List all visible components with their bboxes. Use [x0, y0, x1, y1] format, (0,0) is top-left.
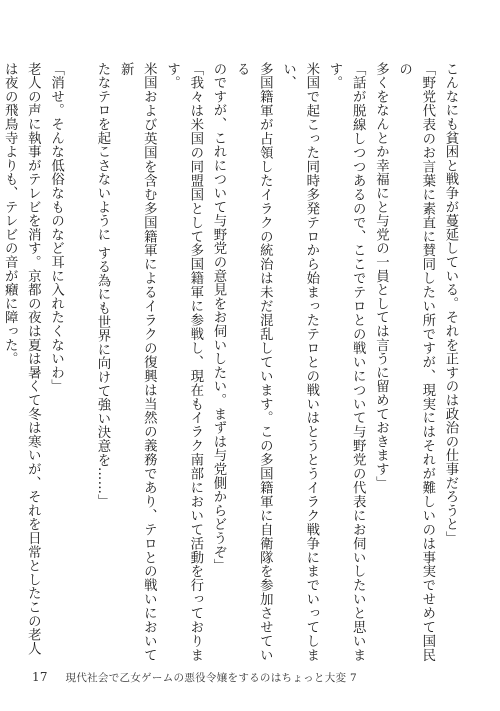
- text-line: 「消せ。そんな低俗なものなど耳に入れたくないわ」: [48, 62, 64, 394]
- page-number: 17: [32, 670, 48, 684]
- text-line: 米国で起こった同時多発テロから始まったテロとの戦いはとうとうイラク戦争にまでいってしまい、: [280, 62, 319, 662]
- text-line: は夜の飛鳥寺よりも、テレビの音が癪に障った。: [2, 62, 18, 366]
- vertical-body-text: [2, 62, 462, 662]
- text-line: 「我々は米国の同盟国として多国籍軍に参戦し、現在もイラク南部において活動を行っております。: [164, 62, 203, 662]
- text-line: 多くをなんとか幸福にと与党の一員としては言うに留めておきます」: [373, 62, 389, 490]
- text-line: のですが、これについて与野党の意見をお伺いしたい。まずは与党側からどうぞ」: [210, 62, 226, 573]
- text-line: 老人の声に執事がテレビを消す。京都の夜は夏は暑くて冬は寒いが、それを日常としたこの老人: [25, 62, 41, 656]
- text-line: 多国籍軍が占領したイラクの統治は未だ混乱しています。この多国籍軍に自衛隊を参加させている: [234, 62, 273, 662]
- text-line: こんなにも貧困と戦争が蔓延している。それを正すのは政治の仕事だろうと」: [443, 62, 458, 545]
- text-line: たなテロを起こさないように する為にも世界に向けて強い決意を……」: [94, 62, 110, 509]
- text-line: 「話が脱線しつつあるので、ここでテロとの戦いについて与野党の代表にお伺いしたいと思います。: [326, 62, 366, 662]
- blank-line: [68, 62, 91, 662]
- text-line: 米国および英国を含む多国籍軍によるイラクの復興は当然の義務であり、テロとの戦いにおいて新: [118, 62, 157, 662]
- page-footer: [32, 670, 357, 685]
- text-line: 「野党代表のお言葉に素直に賛同したい所ですが、現実にはそれが難しいのは事実でせめて国民の: [396, 62, 435, 662]
- running-title: 現代社会で乙女ゲームの悪役令嬢をするのはちょっと大変 7: [65, 672, 357, 684]
